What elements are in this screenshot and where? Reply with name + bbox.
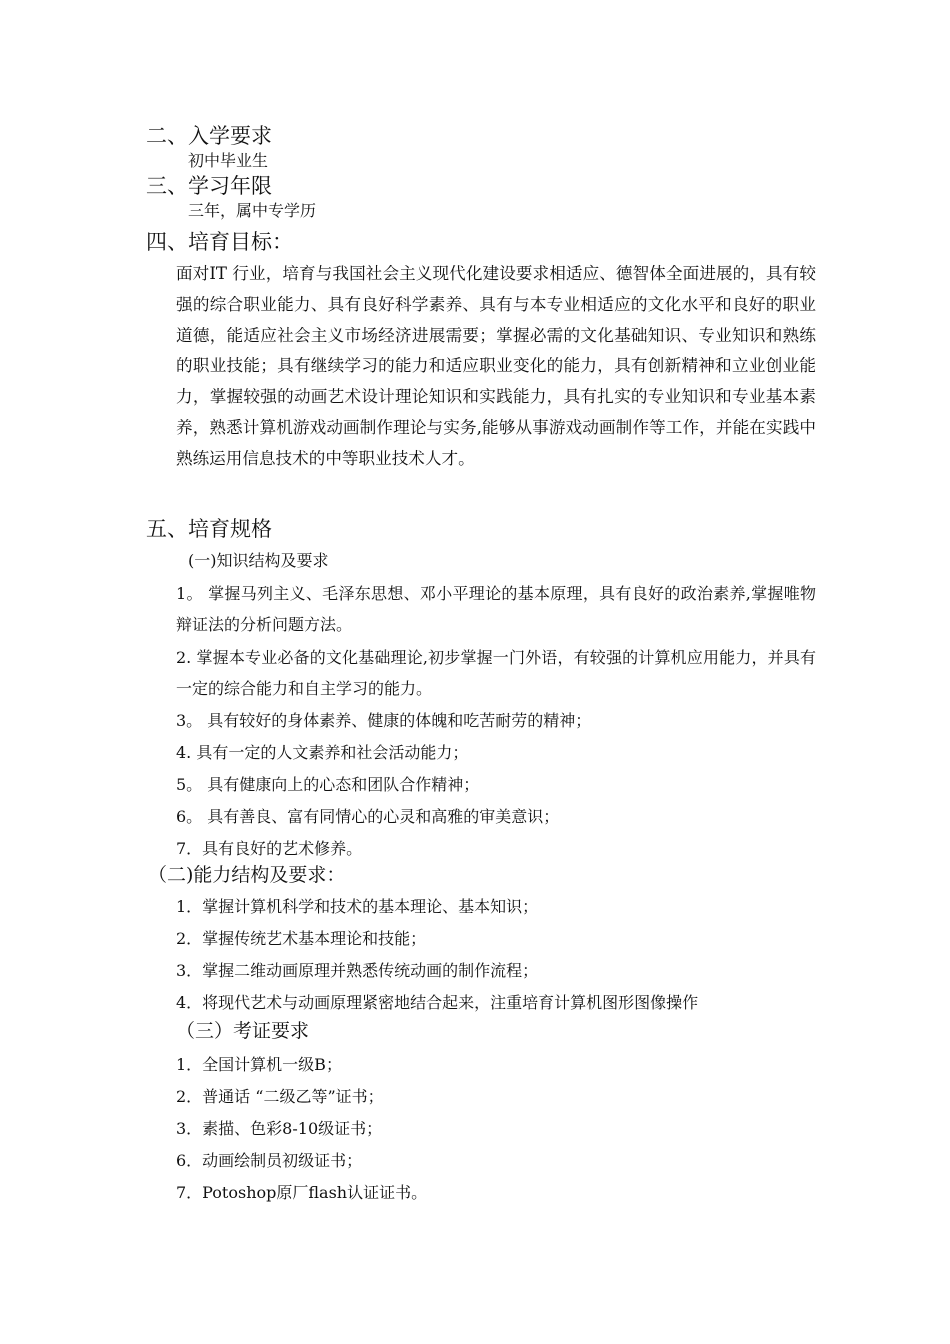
list-item: 3．素描、色彩8-10级证书；	[176, 1119, 383, 1138]
list-item: 2．普通话 “二级乙等”证书；	[176, 1087, 384, 1106]
list-item: 1。 掌握马列主义、毛泽东思想、邓小平理论的基本原理，具有良好的政治素养,掌握唯物辩证法的分析问题方法。	[176, 584, 816, 634]
section-heading-specifications: 五、培育规格	[146, 517, 272, 541]
list-item: 1．掌握计算机科学和技术的基本理论、基本知识；	[176, 897, 539, 916]
list-item: 3．掌握二维动画原理并熟悉传统动画的制作流程；	[176, 961, 539, 980]
duration-text: 三年，属中专学历	[188, 201, 317, 220]
knowledge-structure-heading: (一)知识结构及要求	[188, 551, 329, 570]
list-item: 5。 具有健康向上的心态和团队合作精神；	[176, 775, 480, 794]
list-item: 1．全国计算机一级B；	[176, 1055, 342, 1074]
ability-structure-heading: （二)能力结构及要求：	[148, 864, 346, 886]
list-item: 4．将现代艺术与动画原理紧密地结合起来，注重培育计算机图形图像操作	[176, 993, 699, 1012]
list-item: 3。 具有较好的身体素养、健康的体魄和吃苦耐劳的精神；	[176, 711, 592, 730]
list-item: 6。 具有善良、富有同情心的心灵和高雅的审美意识；	[176, 807, 560, 826]
section-heading-objectives: 四、培育目标：	[146, 230, 293, 254]
admission-requirement-text: 初中毕业生	[188, 151, 269, 170]
list-item: 2．掌握传统艺术基本理论和技能；	[176, 929, 427, 948]
list-item: 7．具有良好的艺术修养。	[176, 839, 363, 858]
list-item: 2. 掌握本专业必备的文化基础理论,初步掌握一门外语，有较强的计算机应用能力，并具有一定的综合能力和自主学习的能力。	[176, 648, 816, 698]
list-item: 6．动画绘制员初级证书；	[176, 1151, 363, 1170]
list-item: 4. 具有一定的人文素养和社会活动能力；	[176, 743, 469, 762]
section-heading-duration: 三、学习年限	[146, 174, 272, 198]
certification-heading: （三）考证要求	[176, 1020, 310, 1042]
section-heading-admission: 二、入学要求	[146, 124, 272, 148]
objectives-paragraph: 面对IT 行业，培育与我国社会主义现代化建设要求相适应、德智体全面进展的，具有较强的综合职业能力、具有良好科学素养、具有与本专业相适应的文化水平和良好的职业道德，能适应社会主义市场经济进展需要；掌握必需的文化基础知识、专业知识和熟练的职业技能；具有继续学习的能力和适应职业变化的能力，具有创新精神和立业创业能力，掌握较强的动画艺术设计理论知识和实践能力，具有扎实的专业知识和专业基本素养，熟悉计算机游戏动画制作理论与实务,能够从事游戏动画制作等工作，并能在实践中熟练运用信息技术的中等职业技术人才。	[176, 264, 816, 468]
list-item: 7．Potoshop原厂flash认证证书。	[176, 1183, 428, 1202]
